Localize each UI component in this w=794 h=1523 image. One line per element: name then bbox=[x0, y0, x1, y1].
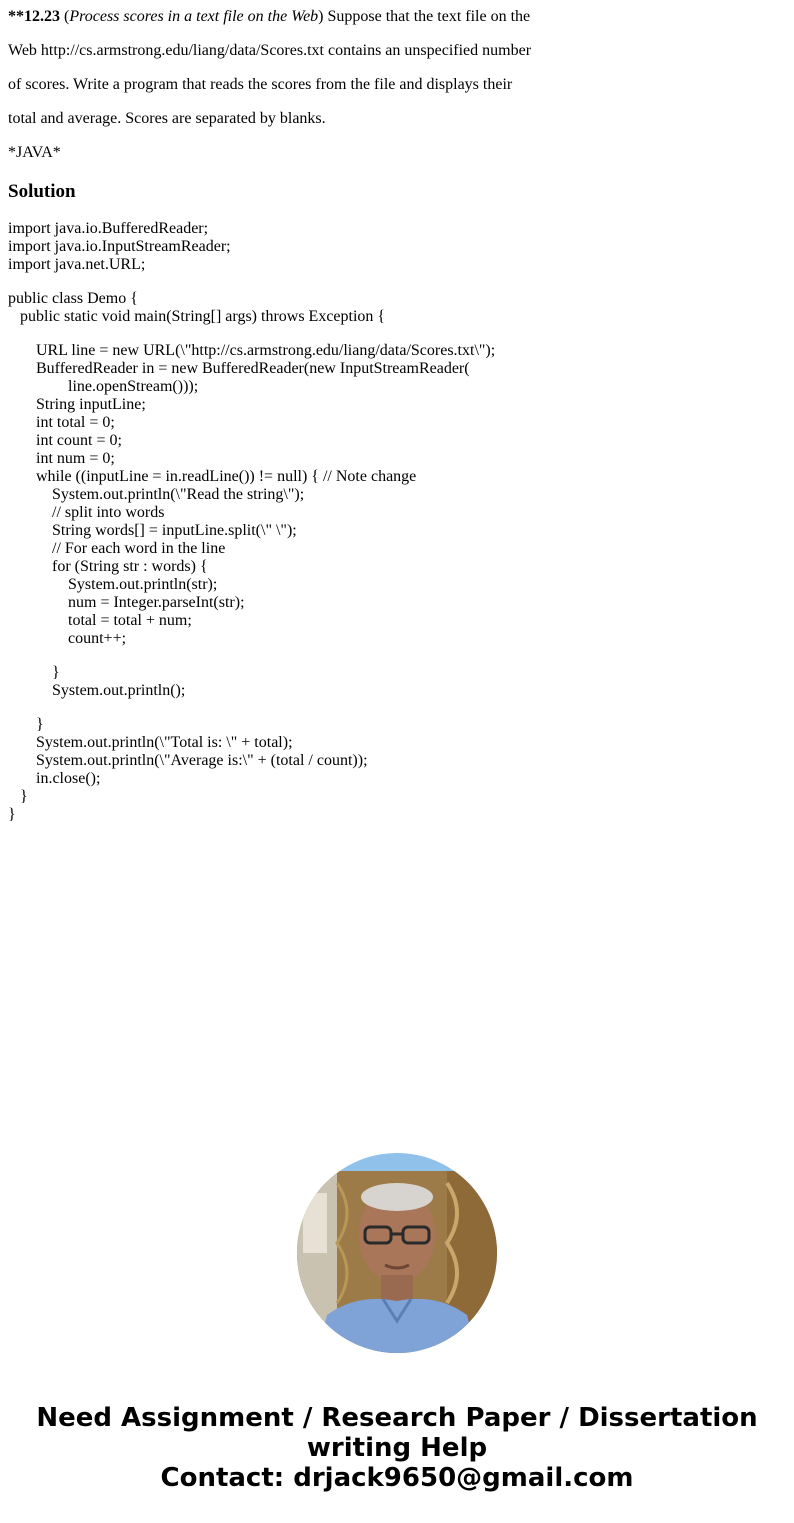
code-line: String words[] = inputLine.split(\" \"); bbox=[8, 522, 297, 539]
code-line: import java.net.URL; bbox=[8, 256, 146, 273]
code-line: import java.io.BufferedReader; bbox=[8, 220, 209, 237]
code-line: URL line = new URL(\"http://cs.armstrong.edu/liang/data/Scores.txt\"); bbox=[8, 342, 496, 359]
promo-contact: Contact: drjack9650@gmail.com bbox=[160, 1463, 634, 1493]
code-line: public static void main(String[] args) throws Exception { bbox=[8, 308, 386, 325]
question-open-paren: ( bbox=[60, 8, 70, 25]
code-line: int count = 0; bbox=[8, 432, 122, 449]
author-photo bbox=[297, 1153, 497, 1353]
code-line: } bbox=[8, 664, 60, 681]
code-line: String inputLine; bbox=[8, 396, 146, 413]
code-line: System.out.println(str); bbox=[8, 576, 218, 593]
code-line: System.out.println(\"Total is: \" + total); bbox=[8, 734, 293, 751]
question-number: **12.23 bbox=[8, 8, 60, 25]
promo-line-2: writing Help bbox=[306, 1433, 488, 1463]
code-line: count++; bbox=[8, 630, 127, 647]
solution-heading: Solution bbox=[8, 181, 76, 202]
question-title: Process scores in a text file on the Web bbox=[69, 8, 319, 25]
question-line-1 bbox=[8, 8, 530, 26]
code-line: while ((inputLine = in.readLine()) != null) { // Note change bbox=[8, 468, 417, 485]
code-line: total = total + num; bbox=[8, 612, 192, 629]
code-line: } bbox=[8, 716, 44, 733]
promo-banner bbox=[0, 1403, 794, 1493]
code-line: import java.io.InputStreamReader; bbox=[8, 238, 231, 255]
code-line: int total = 0; bbox=[8, 414, 115, 431]
code-line: System.out.println(); bbox=[8, 682, 186, 699]
code-line: num = Integer.parseInt(str); bbox=[8, 594, 245, 611]
promo-line-1: Need Assignment / Research Paper / Dissertation bbox=[36, 1403, 758, 1433]
code-line: int num = 0; bbox=[8, 450, 115, 467]
code-line: line.openStream())); bbox=[8, 378, 199, 395]
code-line: } bbox=[8, 788, 28, 805]
code-line: // For each word in the line bbox=[8, 540, 226, 557]
code-line: System.out.println(\"Average is:\" + (total / count)); bbox=[8, 752, 368, 769]
question-line-1-rest: ) Suppose that the text file on the bbox=[318, 8, 531, 25]
code-line: System.out.println(\"Read the string\"); bbox=[8, 486, 305, 503]
code-line: } bbox=[8, 806, 16, 823]
question-line-3: of scores. Write a program that reads the scores from the file and displays their bbox=[8, 76, 513, 93]
language-label: *JAVA* bbox=[8, 144, 61, 161]
question-line-2: Web http://cs.armstrong.edu/liang/data/Scores.txt contains an unspecified number bbox=[8, 42, 532, 59]
code-line: in.close(); bbox=[8, 770, 101, 787]
code-line: // split into words bbox=[8, 504, 165, 521]
code-line: for (String str : words) { bbox=[8, 558, 208, 575]
code-line: public class Demo { bbox=[8, 290, 138, 307]
question-line-4: total and average. Scores are separated by blanks. bbox=[8, 110, 326, 127]
code-line: BufferedReader in = new BufferedReader(new InputStreamReader( bbox=[8, 360, 470, 377]
